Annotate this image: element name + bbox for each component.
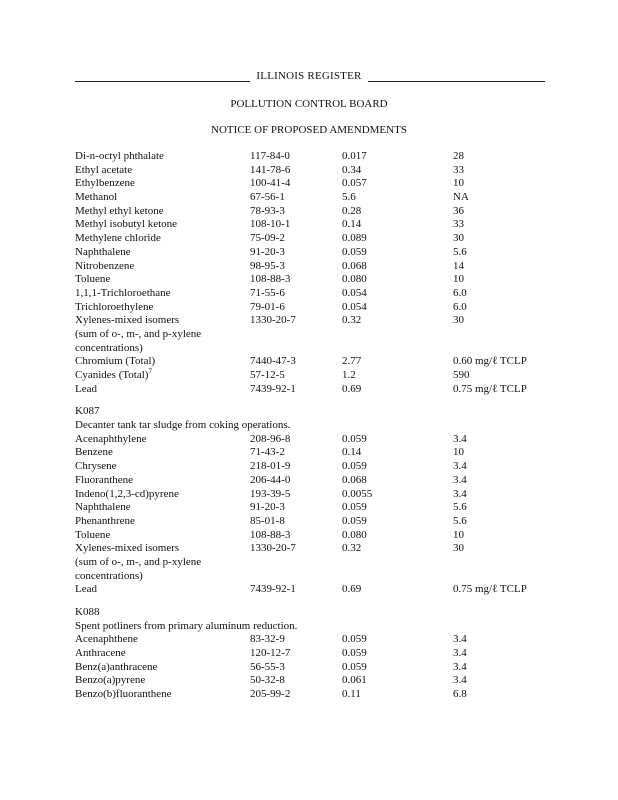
constituent-name: Naphthalene: [75, 245, 131, 258]
wastewater-standard: 0.017: [342, 150, 367, 162]
cas-number: 193-39-5: [250, 487, 291, 500]
wastewater-standard: 2.77: [342, 355, 362, 368]
constituent-name: Ethylbenzene: [75, 177, 135, 190]
nonwastewater-standard: 3.4: [453, 647, 467, 660]
wastewater-standard: 0.32: [342, 314, 362, 327]
table-row: [75, 501, 555, 515]
cas-number: 100-41-4: [250, 177, 291, 190]
cas-number: 208-96-8: [250, 432, 291, 445]
nonwastewater-standard: 3.4: [453, 660, 467, 673]
table-row: [75, 383, 555, 397]
table-row: [75, 542, 555, 556]
cas-number: 117-84-0: [250, 150, 290, 162]
wastewater-standard: 0.080: [342, 273, 367, 286]
nonwastewater-standard: 10: [453, 177, 464, 190]
table-row: [75, 246, 555, 260]
cas-number: 75-09-2: [250, 232, 285, 245]
cas-number: 71-43-2: [250, 446, 285, 459]
cas-number: 98-95-3: [250, 259, 285, 272]
constituent-name: Chrysene: [75, 460, 117, 473]
table-row: [75, 474, 555, 488]
table-row: [75, 177, 555, 191]
wastewater-standard: 0.059: [342, 633, 367, 646]
table-row: [75, 633, 555, 647]
wastewater-standard: 0.057: [342, 177, 367, 190]
cas-number: 91-20-3: [250, 501, 285, 514]
wastewater-standard: 0.059: [342, 660, 367, 673]
nonwastewater-standard: 30: [453, 542, 464, 555]
table-row: [75, 556, 555, 570]
nonwastewater-standard: 3.4: [453, 674, 467, 687]
constituent-name: Toluene: [75, 273, 111, 286]
cas-number: 7439-92-1: [250, 382, 296, 395]
wastewater-standard: 0.69: [342, 583, 362, 596]
nonwastewater-standard: 10: [453, 446, 464, 459]
constituent-name: Benzo(a)pyrene: [75, 674, 146, 687]
constituent-name: Acenaphthylene: [75, 432, 147, 445]
wastewater-standard: 0.14: [342, 446, 362, 459]
nonwastewater-standard: 590: [453, 369, 470, 381]
cas-number: 108-10-1: [250, 218, 291, 231]
constituent-name: Methylene chloride: [75, 232, 161, 245]
nonwastewater-standard: 10: [453, 528, 464, 541]
wastewater-standard: 1.2: [342, 369, 356, 381]
nonwastewater-standard: 14: [453, 259, 464, 272]
constituent-name: Di-n-octyl phthalate: [75, 150, 164, 162]
constituent-name: (sum of o-, m-, and p-xylene: [75, 327, 202, 340]
table-row: [75, 191, 555, 205]
table-row: [75, 460, 555, 474]
constituent-name: Phenanthrene: [75, 514, 135, 527]
nonwastewater-standard: 10: [453, 273, 464, 286]
wastewater-standard: 0.089: [342, 232, 367, 245]
cas-number: 141-78-6: [250, 163, 291, 176]
nonwastewater-standard: 6.0: [453, 300, 467, 313]
cas-number: 67-56-1: [250, 191, 285, 204]
wastewater-standard: 0.054: [342, 300, 367, 313]
table-row: [75, 674, 555, 688]
waste-table: [75, 150, 555, 702]
cas-number: 1330-20-7: [250, 314, 296, 327]
nonwastewater-standard: 36: [453, 204, 464, 217]
constituent-name: Methanol: [75, 191, 118, 204]
nonwastewater-standard: 5.6: [453, 245, 467, 258]
cas-number: 56-55-3: [250, 660, 285, 673]
constituent-name: Fluoranthene: [75, 473, 134, 486]
wastewater-standard: 0.14: [342, 218, 362, 231]
wastewater-standard: 5.6: [342, 191, 356, 204]
table-row: [75, 570, 555, 584]
constituent-name: Anthracene: [75, 647, 126, 660]
section-gap: [75, 396, 555, 405]
nonwastewater-standard: 5.6: [453, 501, 467, 514]
cas-number: 78-93-3: [250, 204, 285, 217]
cas-number: 71-55-6: [250, 286, 285, 299]
constituent-name: Chromium (Total): [75, 355, 156, 368]
wastewater-standard: 0.28: [342, 204, 362, 217]
nonwastewater-standard: 5.6: [453, 514, 467, 527]
cas-number: 1330-20-7: [250, 542, 296, 555]
waste-description: Decanter tank tar sludge from coking operations.: [75, 419, 291, 432]
waste-code: K087: [75, 405, 100, 418]
nonwastewater-standard: 0.75 mg/ℓ TCLP: [453, 382, 527, 395]
nonwastewater-standard: 30: [453, 232, 464, 245]
constituent-name: Indeno(1,2,3-cd)pyrene: [75, 487, 179, 500]
cas-number: 108-88-3: [250, 273, 291, 286]
constituent-name: Trichloroethylene: [75, 300, 154, 313]
cas-number: 79-01-6: [250, 300, 285, 313]
nonwastewater-standard: 0.75 mg/ℓ TCLP: [453, 583, 527, 596]
table-row: [75, 342, 555, 356]
nonwastewater-standard: NA: [453, 191, 469, 204]
constituent-name: Benz(a)anthracene: [75, 660, 158, 673]
footnote-marker: 7: [148, 367, 152, 376]
table-row: [75, 529, 555, 543]
constituent-name: Xylenes-mixed isomers: [75, 542, 180, 555]
constituent-name: Benzene: [75, 446, 113, 459]
wastewater-standard: 0.061: [342, 674, 367, 687]
wastewater-standard: 0.059: [342, 245, 367, 258]
constituent-name: Naphthalene: [75, 501, 131, 514]
cas-number: 120-12-7: [250, 647, 291, 660]
cas-number: 206-44-0: [250, 473, 291, 486]
constituent-name: Cyanides (Total)$^7$: [75, 367, 152, 381]
nonwastewater-standard: 33: [453, 163, 464, 176]
cas-number: 7439-92-1: [250, 583, 296, 596]
table-row: [75, 488, 555, 502]
wastewater-standard: 0.11: [342, 688, 361, 701]
constituent-name: 1,1,1-Trichloroethane: [75, 286, 171, 299]
table-row: [75, 287, 555, 301]
nonwastewater-standard: 0.60 mg/ℓ TCLP: [453, 355, 527, 368]
wastewater-standard: 0.32: [342, 542, 362, 555]
cas-number: 91-20-3: [250, 245, 285, 258]
constituent-name: Lead: [75, 583, 97, 596]
wastewater-standard: 0.059: [342, 432, 367, 445]
constituent-name: Methyl ethyl ketone: [75, 204, 164, 217]
wastewater-standard: 0.69: [342, 382, 362, 395]
cas-number: 7440-47-3: [250, 355, 296, 368]
nonwastewater-standard: 6.8: [453, 688, 467, 701]
constituent-name: concentrations): [75, 569, 143, 582]
wastewater-standard: 0.34: [342, 163, 362, 176]
table-row: [75, 369, 555, 383]
cas-number: 218-01-9: [250, 460, 291, 473]
wastewater-standard: 0.059: [342, 647, 367, 660]
table-row: [75, 273, 555, 287]
table-row: [75, 583, 555, 597]
waste-code: K088: [75, 606, 100, 618]
nonwastewater-standard: 3.4: [453, 633, 467, 646]
table-row: [75, 328, 555, 342]
wastewater-standard: 0.059: [342, 514, 367, 527]
table-row: [75, 515, 555, 529]
board-name: POLLUTION CONTROL BOARD: [230, 98, 388, 110]
table-row: [75, 301, 555, 315]
nonwastewater-standard: 3.4: [453, 487, 467, 500]
wastewater-standard: 0.059: [342, 460, 367, 473]
constituent-name: Xylenes-mixed isomers: [75, 314, 180, 327]
nonwastewater-standard: 6.0: [453, 286, 467, 299]
nonwastewater-standard: 3.4: [453, 432, 467, 445]
nonwastewater-standard: 30: [453, 314, 464, 327]
table-row: [75, 355, 555, 369]
wastewater-standard: 0.0055: [342, 487, 373, 500]
waste-description: Spent potliners from primary aluminum reduction.: [75, 619, 298, 632]
section-gap: [75, 597, 555, 606]
constituent-name: Methyl isobutyl ketone: [75, 218, 178, 231]
register-title: ILLINOIS REGISTER: [0, 70, 618, 82]
table-row: [75, 205, 555, 219]
constituent-name: concentrations): [75, 341, 143, 354]
wastewater-standard: 0.054: [342, 286, 367, 299]
nonwastewater-standard: 33: [453, 218, 464, 231]
notice-title: NOTICE OF PROPOSED AMENDMENTS: [211, 124, 407, 136]
table-row: [75, 260, 555, 274]
cas-number: 205-99-2: [250, 688, 291, 701]
constituent-name: Benzo(b)fluoranthene: [75, 688, 172, 701]
constituent-name: Toluene: [75, 528, 111, 541]
table-row: [75, 446, 555, 460]
table-row: [75, 314, 555, 328]
constituent-name: Ethyl acetate: [75, 163, 133, 176]
table-row: [75, 647, 555, 661]
cas-number: 83-32-9: [250, 633, 285, 646]
table-row: [75, 150, 555, 164]
constituent-name: Acenaphthene: [75, 633, 138, 646]
wastewater-standard: 0.068: [342, 473, 367, 486]
nonwastewater-standard: 28: [453, 150, 464, 162]
cas-number: 50-32-8: [250, 674, 285, 687]
constituent-name: Lead: [75, 382, 97, 395]
cas-number: 108-88-3: [250, 528, 291, 541]
table-row: [75, 218, 555, 232]
cas-number: 57-12-5: [250, 369, 285, 381]
nonwastewater-standard: 3.4: [453, 473, 467, 486]
nonwastewater-standard: 3.4: [453, 460, 467, 473]
cas-number: 85-01-8: [250, 514, 285, 527]
table-row: [75, 164, 555, 178]
wastewater-standard: 0.068: [342, 259, 367, 272]
constituent-name: (sum of o-, m-, and p-xylene: [75, 555, 202, 568]
constituent-name: Nitrobenzene: [75, 259, 135, 272]
table-row: [75, 688, 555, 702]
table-row: [75, 661, 555, 675]
table-row: [75, 433, 555, 447]
wastewater-standard: 0.059: [342, 501, 367, 514]
table-row: [75, 232, 555, 246]
wastewater-standard: 0.080: [342, 528, 367, 541]
